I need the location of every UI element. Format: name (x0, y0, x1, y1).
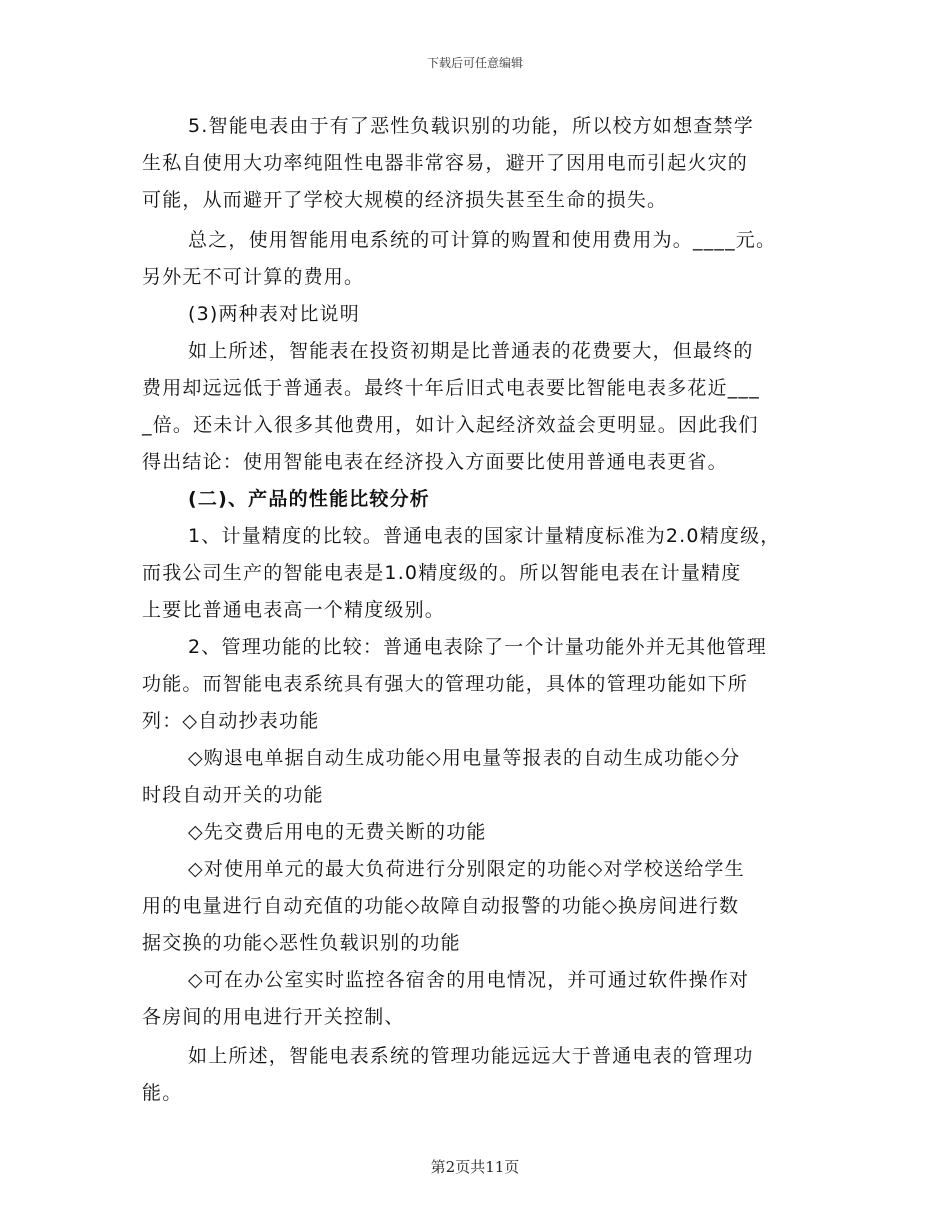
paragraph-line: 能。 (142, 1082, 183, 1104)
paragraph-line: 功能。而智能电表系统具有强大的管理功能，具体的管理功能如下所 (142, 673, 749, 695)
paragraph-line: 5.智能电表由于有了恶性负载识别的功能，所以校方如想查禁学 (188, 115, 754, 137)
paragraph-line: 用的电量进行自动充值的功能◇故障自动报警的功能◇换房间进行数 (142, 895, 740, 917)
paragraph-line: 上要比普通电表高一个精度级别。 (142, 599, 446, 621)
paragraph-line: 费用却远远低于普通表。最终十年后旧式电表要比智能电表多花近___ (142, 377, 760, 399)
paragraph-line: 可能，从而避开了学校大规模的经济损失甚至生命的损失。 (142, 189, 668, 211)
paragraph-line: 如上所述，智能表在投资初期是比普通表的花费要大，但最终的 (188, 340, 754, 362)
paragraph-line: 得出结论：使用智能电表在经济投入方面要比使用普通电表更省。 (142, 451, 728, 473)
paragraph-line: ◇可在办公室实时监控各宿舍的用电情况，并可通过软件操作对 (188, 969, 750, 991)
paragraph-line: 各房间的用电进行开关控制、 (142, 1006, 405, 1028)
paragraph-line: 如上所述，智能电表系统的管理功能远远大于普通电表的管理功 (188, 1045, 754, 1067)
page-footer: 第2页共11页 (430, 1158, 520, 1176)
paragraph-line: ◇先交费后用电的无费关断的功能 (188, 821, 487, 843)
paragraph-line: ◇购退电单据自动生成功能◇用电量等报表的自动生成功能◇分 (188, 747, 741, 769)
paragraph-line: 总之，使用智能用电系统的可计算的购置和使用费用为。____元。 (188, 229, 777, 251)
paragraph-line: _倍。还未计入很多其他费用，如计入起经济效益会更明显。因此我们 (142, 414, 759, 436)
paragraph-line: 时段自动开关的功能 (142, 784, 324, 806)
paragraph-line: 2、管理功能的比较：普通电表除了一个计量功能外并无其他管理 (188, 636, 767, 658)
paragraph-line: 另外无不可计算的费用。 (142, 266, 365, 288)
section-heading: (二)、产品的性能比较分析 (188, 488, 430, 510)
paragraph-line: 生私自使用大功率纯阻性电器非常容易，避开了因用电而引起火灾的 (142, 152, 749, 174)
subsection-heading: (3)两种表对比说明 (188, 303, 360, 325)
paragraph-line: 列：◇自动抄表功能 (142, 710, 320, 732)
paragraph-line: 据交换的功能◇恶性负载识别的功能 (142, 932, 461, 954)
page-header: 下载后可任意编辑 (426, 56, 523, 70)
paragraph-line: 而我公司生产的智能电表是1.0精度级的。所以智能电表在计量精度 (142, 562, 742, 584)
paragraph-line: ◇对使用单元的最大负荷进行分别限定的功能◇对学校送给学生 (188, 858, 745, 880)
paragraph-line: 1、计量精度的比较。普通电表的国家计量精度标准为2.0精度级， (188, 525, 781, 547)
